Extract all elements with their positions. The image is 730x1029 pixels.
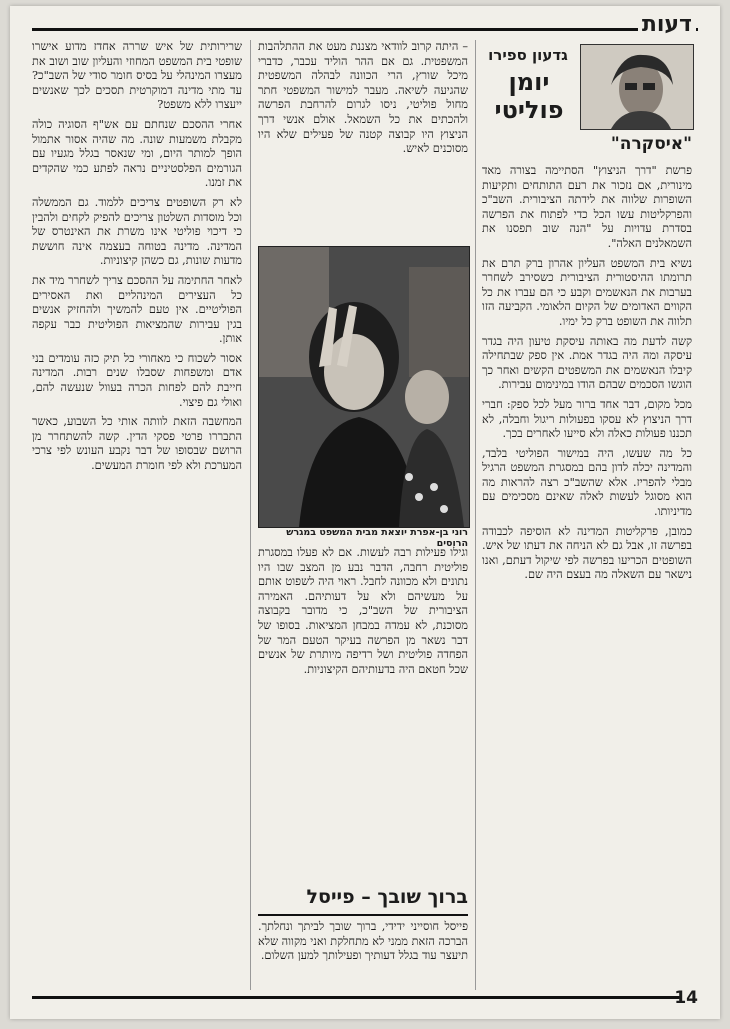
protest-photo-icon bbox=[259, 247, 469, 527]
article-column-middle-bottom bbox=[258, 546, 468, 876]
column-title-line: פוליטי bbox=[494, 96, 564, 124]
bottom-rule bbox=[32, 996, 680, 999]
paragraph: שרירותית של איש שררה אחדז מדוע אישרו שופטי בית המשפט המחוזי והעליון שוב ושוב את מעצרו המינהלי על בסיס חומר סודי של השב"כ? עד מתי מדינה דמוקרטית תסכים לכך שאנשים ייעצרו ללא משפט? bbox=[32, 40, 242, 112]
column-title bbox=[482, 68, 576, 124]
paragraph: כמובן, פרקליטות המדינה לא הוסיפה לכבודה בפרשה זו, אבל גם לא הניחה את דעתו של איש. השופטים הכריעו בפרשה לפי שיקול דעתם, ואנו נישאר עם השאלה מה בעצם היה שם. bbox=[482, 524, 692, 582]
paragraph: המחשבה הזאת לוותה אותי כל השבוע, כאשר התבררו פרטי פסקי הדין. קשה להשתחרר מן הרושם שבסופו של דבר נקבע העונש לפי צרכי המערכת ולא לפי חומרת המעשים. bbox=[32, 415, 242, 473]
author-portrait bbox=[580, 44, 694, 130]
paragraph: קשה לדעת מה באותה עיסקת טיעון היה בגדר עיסקה ומה היה בגדר אמת. אין ספק שבתחילה קיבלו הנאשמים את המשפטים הקשים ואחר כך הוגשו הסכמים שבהם הודו במינימום עבירות. bbox=[482, 334, 692, 392]
paragraph: אחרי ההסכם שנחתם עם אש"ף הסוגיה כולה מקבלת משמעות שונה. מה שהיה אסור אתמול הופך למותר היום, ומי שנאסר בגלל מגעיו עם הגורמים הפלסטיניים נראה לפתע כמי שהקדים את זמנו. bbox=[32, 117, 242, 190]
column-divider bbox=[475, 40, 476, 990]
section-label: דעות bbox=[638, 12, 696, 37]
paragraph: לאחר החתימה על ההסכם צריך לשחרר מיד את כל העצירים המינהליים ואת האסירים הפוליטיים. אין טעם להמשיך ולהחזיק אנשים בגין עבירות שהמציאות הפוליטית כבר עקפה אותן. bbox=[32, 273, 242, 346]
article-column-right bbox=[482, 164, 692, 990]
section-subheadline: ברוך שובך – פייסל bbox=[306, 886, 468, 908]
author-byline: גדעון ספירו bbox=[488, 46, 568, 64]
subheadline-rule bbox=[258, 914, 468, 916]
paragraph: אסור לשכוח כי מאחורי כל תיק כזה עומדים בני אדם ומשפחות שסבלו שנים רבות. המדינה חייבת להם לפחות הכרה בעוול שנעשה להם, ואולי גם פיצוי. bbox=[32, 351, 242, 409]
article-headline: "איסקרה" bbox=[610, 134, 692, 154]
paragraph: נשיא בית המשפט העליון אהרון ברק תרם את תרומתו ההיסטורית הציבורית כשסירב לשחרר בערבות את הנאשמים וקבע כי הם עברו את כל הקווים האדומים של הקיום הלאומי. הקביעה הזו תלווה את השופט ברק כל ימיו. bbox=[482, 256, 692, 328]
article-column-middle-top bbox=[258, 40, 468, 238]
news-photo bbox=[258, 246, 470, 528]
paragraph: לא רק השופטים צריכים ללמוד. גם הממשלה וכל מוסדות השלטון צריכים להפיק לקחים ולהבין כי דיכוי פוליטי אינו משרת את האינטרס של המדינה. מדינה בטוחה בעצמה אינה חוששת מדעות שונות, גם כשהן קיצוניות. bbox=[32, 195, 242, 268]
newspaper-page bbox=[10, 6, 720, 1019]
author-photo-icon bbox=[581, 45, 693, 129]
paragraph: פייסל חוסייני ידידי, ברוך שובך לביתך ונחלתך. הברכה הזאת ממני לא מתחלקת ואני מקווה שלא תיעצר עוד בגלל דעותיך ופעילותך למען השלום. bbox=[258, 920, 468, 963]
top-rule bbox=[32, 28, 698, 31]
paragraph: מכל מקום, דבר אחד ברור מעל לכל ספק: חברי דרך הניצוץ לא עסקו בפעולות ריגול וחבלה, לא תכננו פעולות כאלה ולא סייעו לאחרים בכך. bbox=[482, 397, 692, 441]
article-column-middle-last bbox=[258, 920, 468, 992]
paragraph: וגילו פעילות רבה לעשות. אם לא פעלו במסגרת פוליטית רחבה, הדבר נבע מן המצב שבו היו נתונים ולא מכוונה לחבל. ראוי היה לשפוט אותם על מעשיהם ולא על דעותיהם. האמירה הציבורית של השב"כ, כי מדובר בקבוצה מסוכנת, לא עמדה במבחן המציאות. בסופו של דבר נשאר מן הפרשה בעיקר הטעם המר של הפחדה פוליטית ושל רדיפה מיותרת של אנשים שכל חטאם היה בדעותיהם הקיצוניות. bbox=[258, 546, 468, 676]
paragraph: – היתה קרוב לוודאי מצננת מעט את ההתלהבות המשפטית. גם אם ההר הוליד עכבר, כדברי מיכל שורץ, הרי הכוונה לבהלה המשפטית שהגיעה לשיאה. מעבר למישור המשפטי חתר מחול פוליטי, ניסו לגרום להרחבת הפרשה ולהכתים את כל השמאל. אולם אנשי דרך הניצוץ היו קבוצה קטנה של פעילים שלא היו מסוכנים לאיש. bbox=[258, 40, 468, 156]
paragraph: כל מה שעשו, היה במישור הפוליטי בלבד, והמדינה יכלה לדון בהם במסגרת המשפט הרגיל מבלי להפריז. אלא שהשב"כ רצה להראות מה הוא מסוגל לעשות לאלה שאינם מסכימים עם מדיניותו. bbox=[482, 446, 692, 519]
column-title-line: יומן bbox=[508, 68, 550, 96]
paragraph: פרשת "דרך הניצוץ" הסתיימה בצורה מאד מינורית, אם נזכור את רעם התותחים ותקיעות השופרות שלווה את לידתה הציבורית. השב"כ והפרקליטות עשו הכל כדי לפתוח את הפרשה בסדרת עדויות על "הנה שוב תפסנו את השמאלנים האלה". bbox=[482, 164, 692, 250]
article-column-left bbox=[32, 40, 242, 990]
photo-caption: רוני בן-אפרת יוצאת מבית המשפט במגרש הרוסים bbox=[286, 527, 468, 549]
page-number: 14 bbox=[674, 988, 698, 1008]
column-divider bbox=[250, 40, 251, 990]
